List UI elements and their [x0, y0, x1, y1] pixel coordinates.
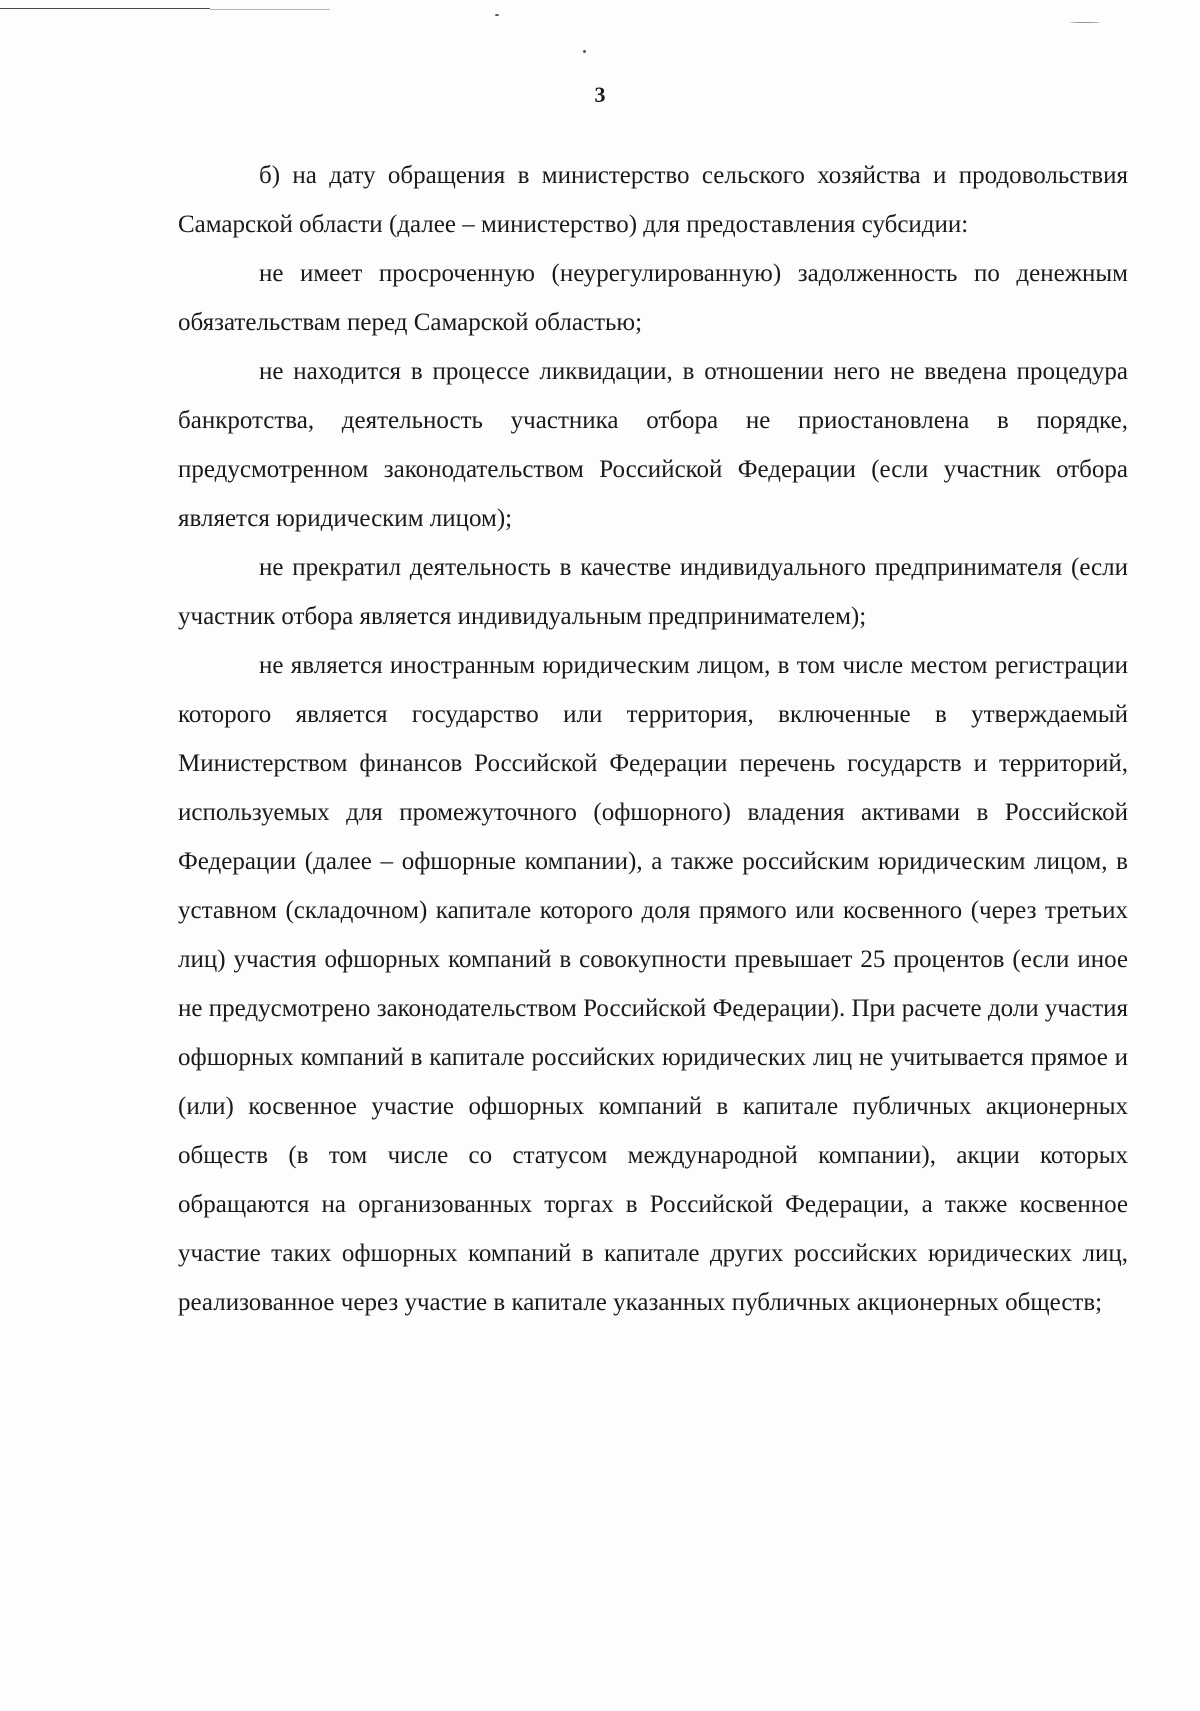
document-body: [178, 151, 1128, 1327]
scan-speck: [583, 50, 586, 53]
scan-artifact-line: [210, 9, 330, 10]
scan-artifact-line: [0, 8, 210, 9]
paragraph-not-foreign: не является иностранным юридическим лицом, в том числе местом регистрации которого является государство или территория, включенные в утверждаемый Министерством финансов Российской Федерации перечень государств и территорий, используемых для промежуточного (офшорного) владения активами в Российской Федерации (далее – офшорные компании), а также российским юридическим лицом, в уставном (складочном) капитале которого доля прямого или косвенного (через третьих лиц) участия офшорных компаний в совокупности превышает 25 процентов (если иное не предусмотрено законодательством Российской Федерации). При расчете доли участия офшорных компаний в капитале российских юридических лиц не учитывается прямое и (или) косвенное участие офшорных компаний в капитале публичных акционерных обществ (в том числе со статусом международной компании), акции которых обращаются на организованных торгах в Российской Федерации, а также косвенное участие таких офшорных компаний в капитале других российских юридических лиц, реализованное через участие в капитале указанных публичных акционерных обществ;: [178, 652, 1128, 1316]
scan-speck: [1070, 22, 1100, 23]
scan-speck: [495, 14, 499, 16]
paragraph-not-liquidated: не находится в процессе ликвидации, в отношении него не введена процедура банкротства, деятельность участника отбора не приостановлена в порядке, предусмотренном законодательством Российской Федерации (если участник отбора является юридическим лицом);: [178, 358, 1128, 532]
paragraph-not-ceased: не прекратил деятельность в качестве индивидуального предпринимателя (если участник отбора является индивидуальным предпринимателем);: [178, 554, 1128, 630]
paragraph-no-debt: не имеет просроченную (неурегулированную) задолженность по денежным обязательствам перед Самарской областью;: [178, 260, 1128, 336]
page-number: 3: [594, 82, 606, 107]
paragraph-b-intro: б) на дату обращения в министерство сельского хозяйства и продовольствия Самарской области (далее – министерство) для предоставления субсидии:: [178, 162, 1128, 238]
